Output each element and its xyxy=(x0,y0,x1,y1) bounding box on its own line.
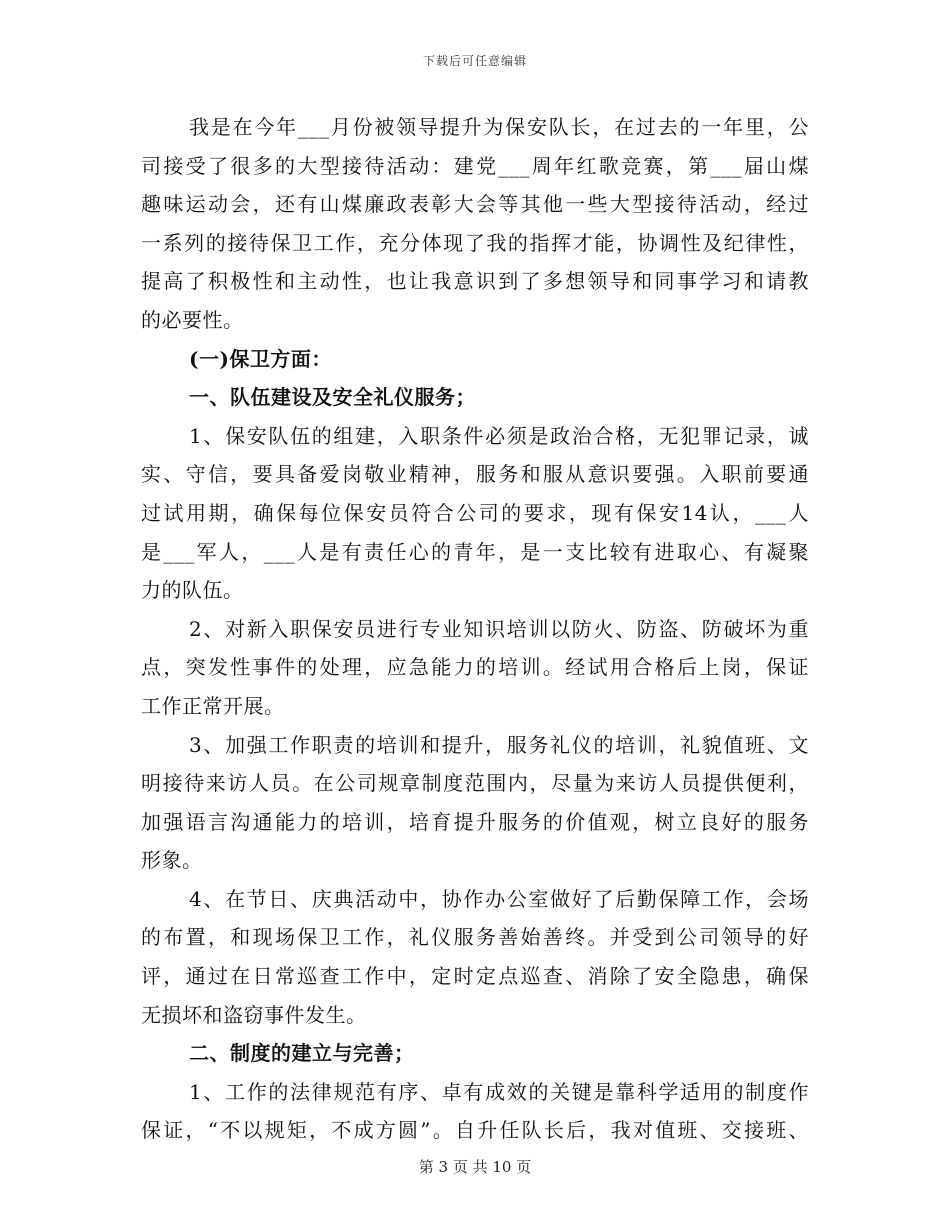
paragraph-line: 4、在节日、庆典活动中，协作办公室做好了后勤保障工作，会场 xyxy=(189,886,809,911)
paragraph-line: 工作正常开展。 xyxy=(141,693,285,718)
paragraph-line: 是___军人，___人是有责任心的青年，是一支比较有进取心、有凝聚 xyxy=(141,539,809,564)
paragraph-line: 评，通过在日常巡查工作中，定时定点巡查、消除了安全隐患，确保 xyxy=(141,964,809,989)
section-heading: 二、制度的建立与完善； xyxy=(189,1041,415,1066)
paragraph-line: 2、对新入职保安员进行专业知识培训以防火、防盗、防破坏为重 xyxy=(189,616,809,641)
paragraph-line: 1、工作的法律规范有序、卓有成效的关键是靠科学适用的制度作 xyxy=(189,1079,809,1104)
document-body xyxy=(141,108,809,1150)
paragraph-line: 力的队伍。 xyxy=(141,578,244,603)
section-heading: 一、队伍建设及安全礼仪服务； xyxy=(189,385,476,410)
section-heading: (一)保卫方面： xyxy=(189,346,332,371)
paragraph-line: 我是在今年___月份被领导提升为保安队长，在过去的一年里，公 xyxy=(189,115,809,139)
paragraph-line: 保证，“不以规矩，不成方圆”。自升任队长后，我对值班、交接班、 xyxy=(141,1118,809,1143)
paragraph-line: 的布置，和现场保卫工作，礼仪服务善始善终。并受到公司领导的好 xyxy=(141,925,809,950)
paragraph-line: 点，突发性事件的处理，应急能力的培训。经试用合格后上岗，保证 xyxy=(141,655,809,680)
paragraph-line: 趣味运动会，还有山煤廉政表彰大会等其他一些大型接待活动，经过 xyxy=(141,192,809,217)
paragraph-line: 形象。 xyxy=(141,848,203,873)
paragraph-line: 明接待来访人员。在公司规章制度范围内，尽量为来访人员提供便利， xyxy=(141,771,809,796)
paragraph-line: 的必要性。 xyxy=(141,307,244,332)
paragraph-line: 司接受了很多的大型接待活动：建党___周年红歌竞赛，第___届山煤 xyxy=(141,153,809,178)
paragraph-line: 实、守信，要具备爱岗敬业精神，服务和服从意识要强。入职前要通 xyxy=(141,462,809,487)
paragraph-line: 一系列的接待保卫工作，充分体现了我的指挥才能，协调性及纪律性， xyxy=(141,230,809,255)
paragraph-line: 无损坏和盗窃事件发生。 xyxy=(141,1002,367,1027)
paragraph-line: 提高了积极性和主动性，也让我意识到了多想领导和同事学习和请教 xyxy=(141,269,809,294)
paragraph-line: 加强语言沟通能力的培训，培育提升服务的价值观，树立良好的服务 xyxy=(141,809,809,834)
paragraph-line: 1、保安队伍的组建，入职条件必须是政治合格，无犯罪记录，诚 xyxy=(189,423,809,448)
page-header: 下载后可任意编辑 xyxy=(422,54,527,68)
paragraph-line: 3、加强工作职责的培训和提升，服务礼仪的培训，礼貌值班、文 xyxy=(189,732,809,757)
paragraph-line: 过试用期，确保每位保安员符合公司的要求，现有保安14认，___人 xyxy=(141,500,809,525)
page-number: 第 3 页 共 10 页 xyxy=(418,1158,532,1176)
